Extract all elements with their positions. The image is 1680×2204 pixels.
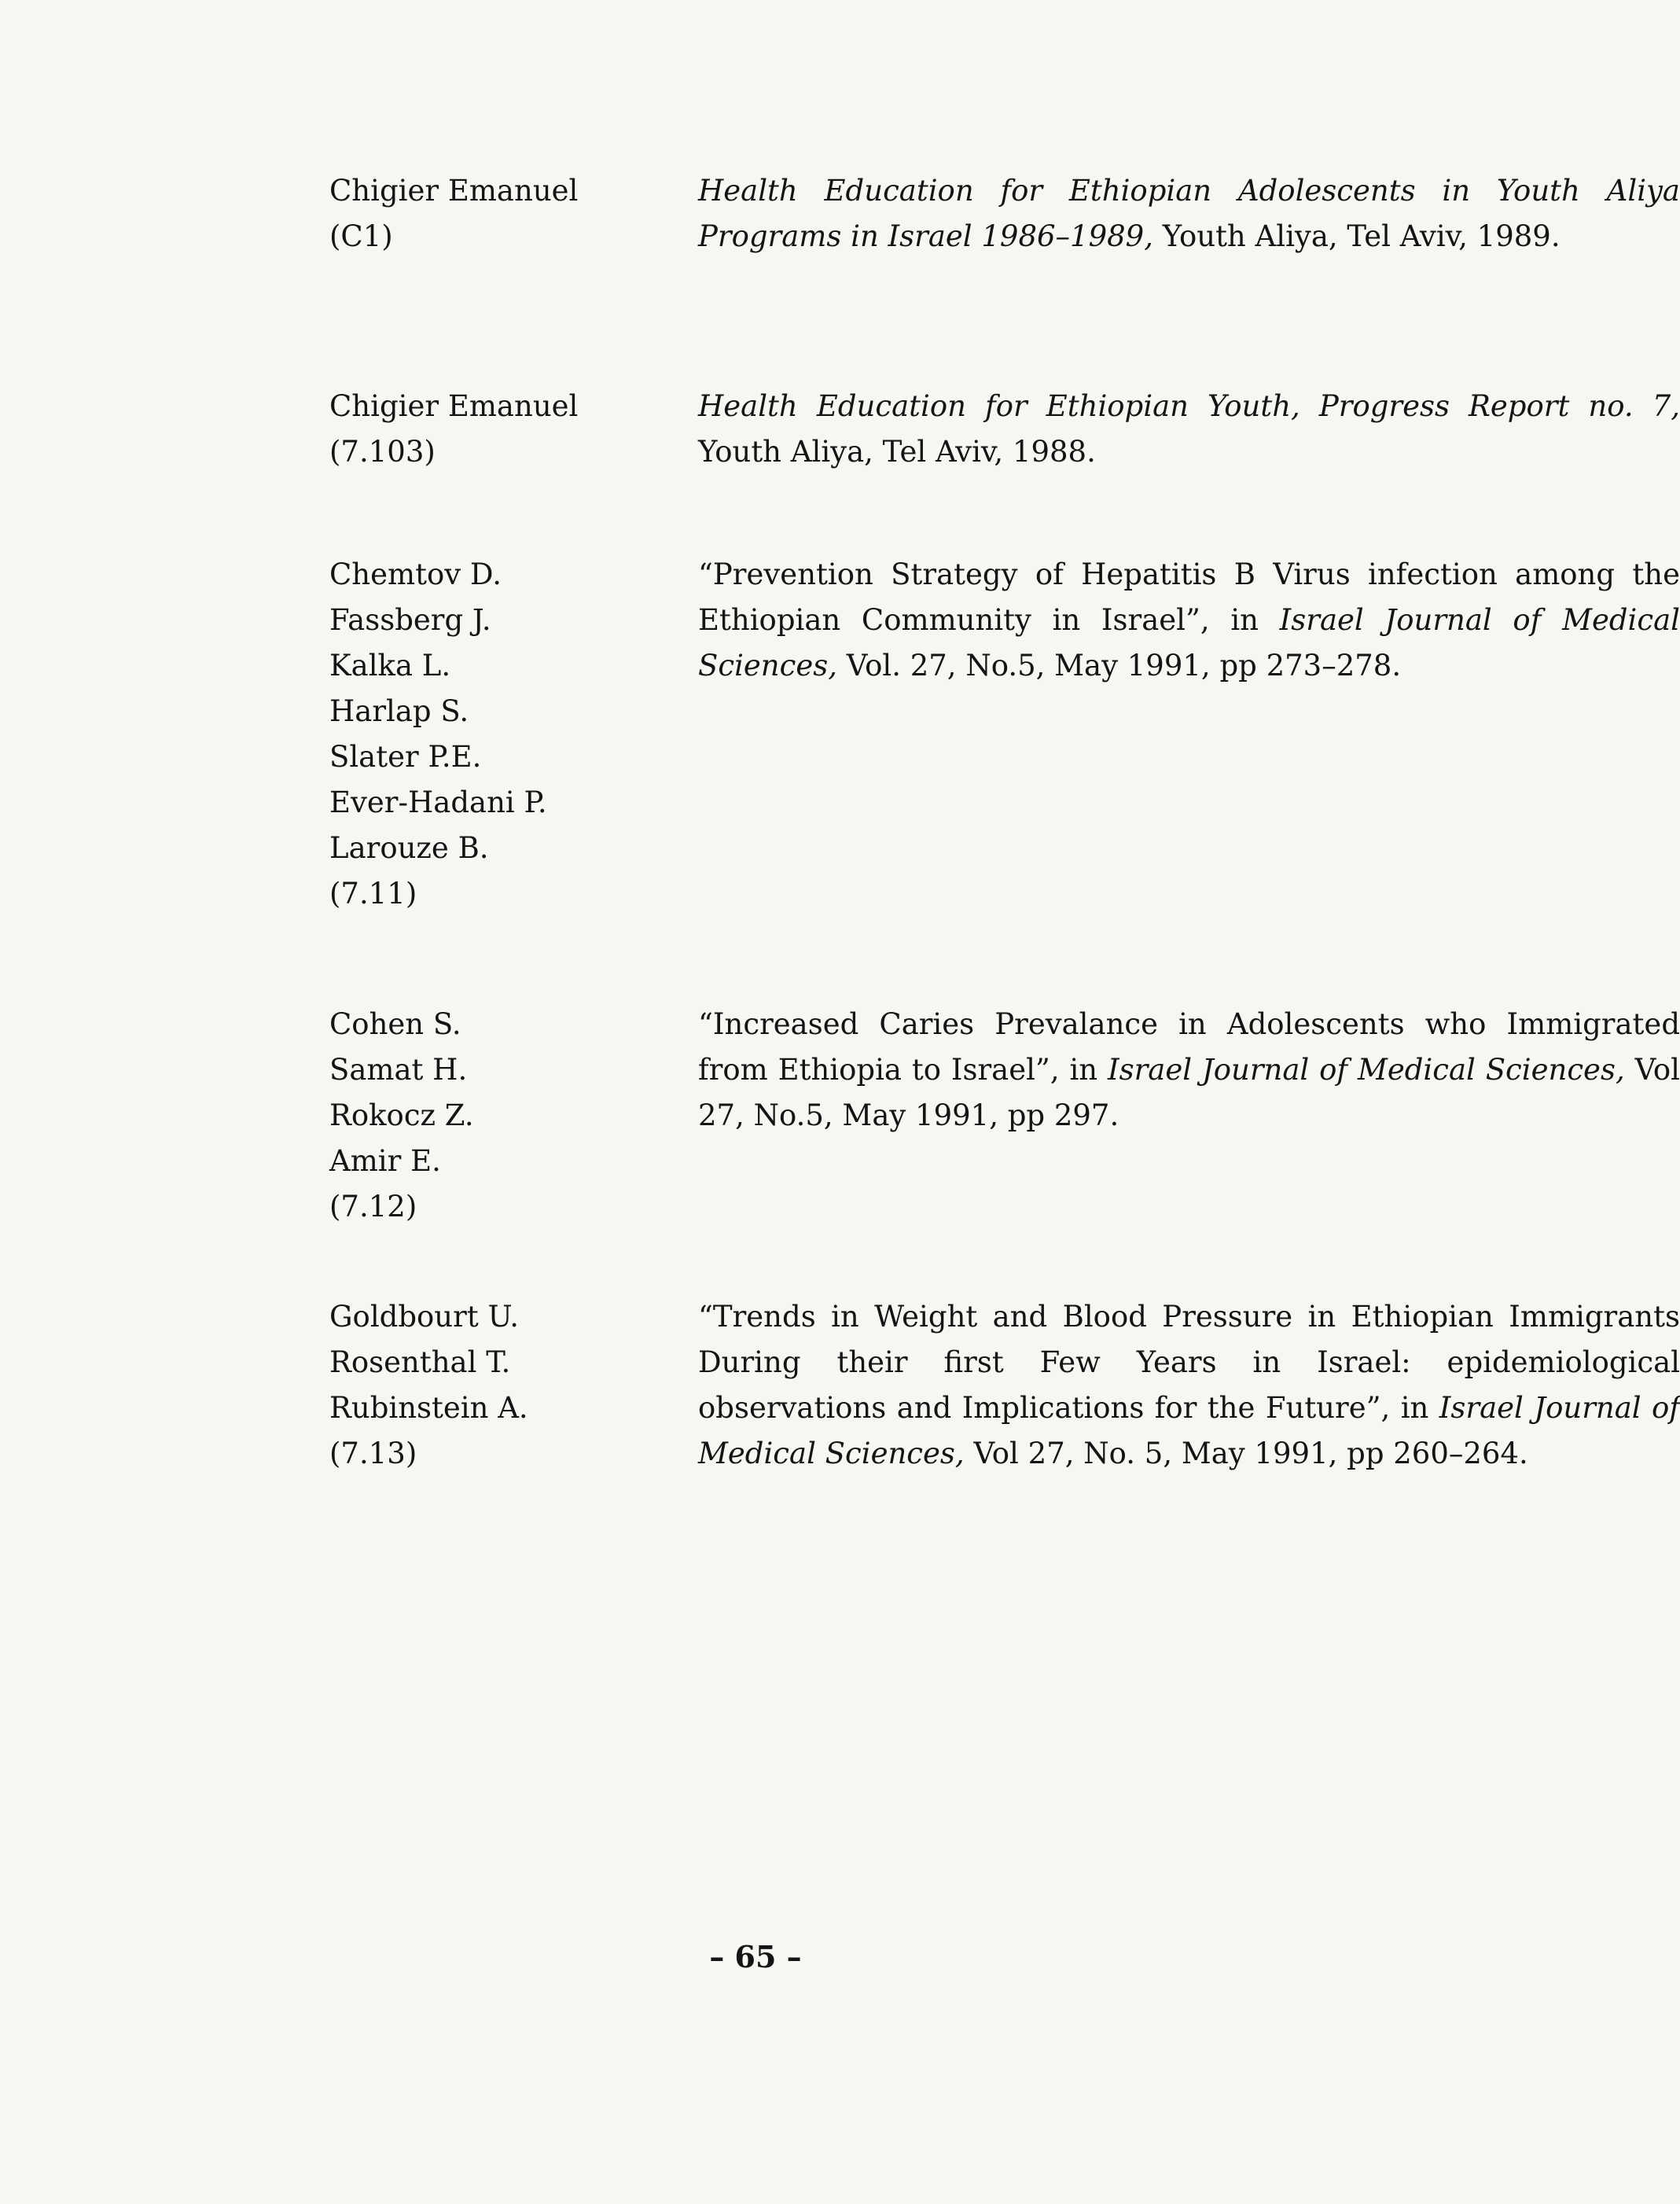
entry-citation: [698, 168, 1680, 259]
citation-title: Health Education for Ethiopian Adolescents in Youth Aliya Programs in Israel 1986–1989,: [698, 174, 1680, 253]
author-name: Larouze B.: [329, 831, 489, 865]
reference-code: (7.12): [329, 1190, 417, 1223]
author-name: Harlap S.: [329, 694, 469, 728]
citation-publication: Youth Aliya, Tel Aviv, 1989.: [1162, 219, 1561, 253]
author-name: Fassberg J.: [329, 603, 491, 637]
author-name: Rubinstein A.: [329, 1391, 528, 1425]
reference-code: (7.11): [329, 877, 417, 911]
citation-publication: Youth Aliya, Tel Aviv, 1988.: [698, 435, 1096, 469]
citation-journal: Israel Journal of Medical Sciences,: [1107, 1053, 1625, 1087]
author-name: Chigier Emanuel: [329, 389, 579, 423]
author-name: Ever-Hadani P.: [329, 786, 547, 819]
entry-citation: [698, 1294, 1680, 1477]
entry-authors: [329, 552, 675, 917]
author-name: Slater P.E.: [329, 740, 482, 774]
citation-volume: Vol 27, No.5, May 1991, pp 297.: [698, 1053, 1680, 1132]
author-name: Chigier Emanuel: [329, 174, 579, 208]
entry-authors: [329, 168, 675, 259]
citation-volume: Vol. 27, No.5, May 1991, pp 273–278.: [846, 649, 1402, 683]
page-number: – 65 –: [709, 1939, 802, 1974]
citation-title: Health Education for Ethiopian Youth, Progress Report no. 7,: [698, 389, 1680, 423]
author-name: Rokocz Z.: [329, 1098, 474, 1132]
author-name: Samat H.: [329, 1053, 468, 1087]
citation-article: “Trends in Weight and Blood Pressure in Ethiopian Immigrants During their first Few Years in Israel: epidemiological observations and Implications for the Future”, in: [698, 1300, 1680, 1425]
reference-code: (C1): [329, 219, 393, 253]
entry-authors: [329, 1002, 675, 1230]
entry-citation: [698, 552, 1680, 689]
author-name: Cohen S.: [329, 1007, 461, 1041]
author-name: Chemtov D.: [329, 557, 502, 591]
author-name: Rosenthal T.: [329, 1345, 511, 1379]
reference-code: (7.103): [329, 435, 436, 469]
author-name: Goldbourt U.: [329, 1300, 520, 1334]
entry-citation: [698, 384, 1680, 475]
reference-code: (7.13): [329, 1437, 417, 1470]
entry-authors: [329, 1294, 675, 1477]
citation-volume: Vol 27, No. 5, May 1991, pp 260–264.: [973, 1437, 1528, 1470]
entry-authors: [329, 384, 675, 475]
citation-article: “Increased Caries Prevalance in Adolescents who Immigrated from Ethiopia to Israel”, in: [698, 1007, 1680, 1087]
citation-journal: Israel Journal of Medical Sciences,: [698, 603, 1680, 683]
citation-journal: Israel Journal of Medical Sciences,: [698, 1391, 1680, 1470]
citation-article: “Prevention Strategy of Hepatitis B Virus infection among the Ethiopian Community in Israel”, in: [698, 557, 1680, 637]
author-name: Kalka L.: [329, 649, 451, 683]
author-name: Amir E.: [329, 1144, 441, 1178]
entry-citation: [698, 1002, 1680, 1139]
